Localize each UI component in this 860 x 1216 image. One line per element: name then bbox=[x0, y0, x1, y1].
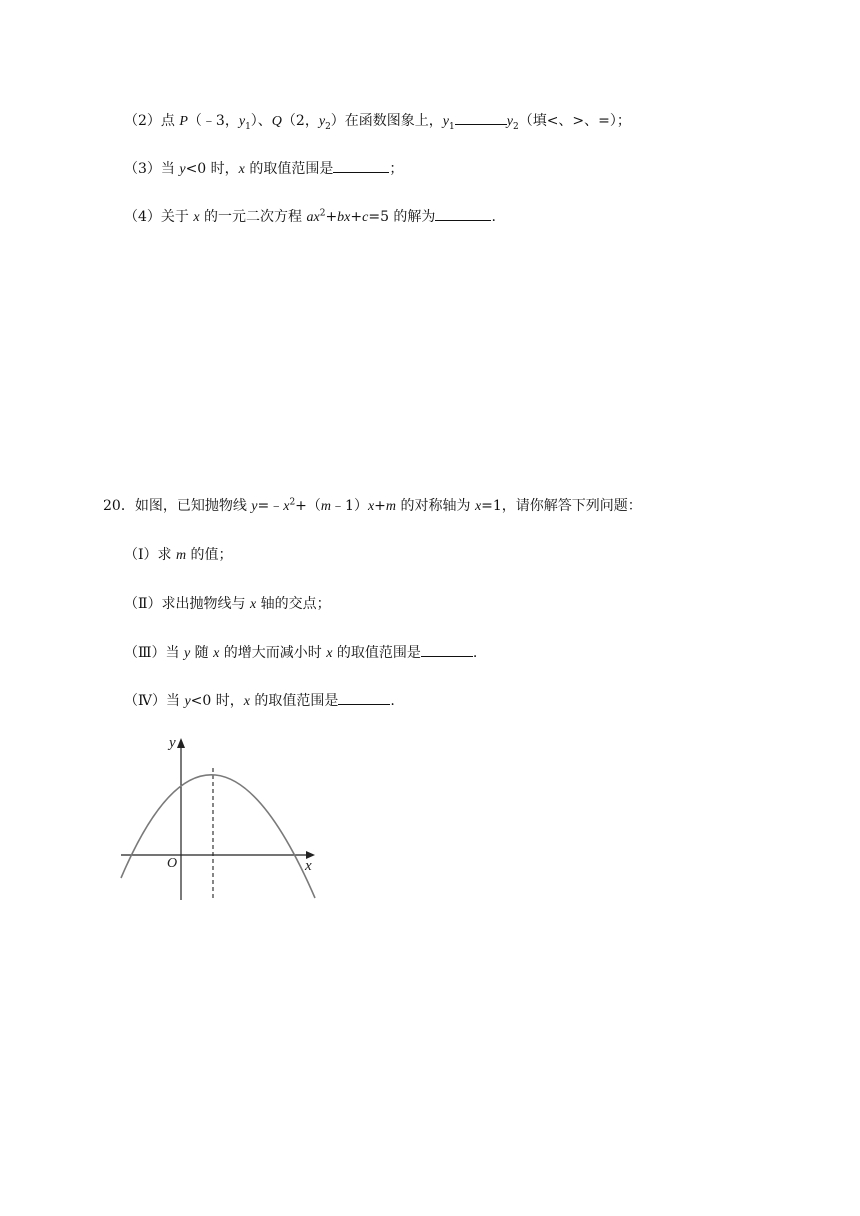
q19-part4: （4）关于 x 的一元二次方程 $ax^2+bx+c=5$ 的解为 . bbox=[124, 206, 496, 228]
q20-part1: （Ⅰ）求 m 的值； bbox=[124, 547, 233, 563]
q19-part2: （2）点 P（﹣3，$y_1$）、Q（2，$y_2$）在函数图象上，$y_1$ $y_2$（填<、>、=）； bbox=[124, 110, 631, 132]
answer-blank[interactable] bbox=[455, 110, 507, 125]
q20-part2: （Ⅱ）求出抛物线与 x 轴的交点； bbox=[124, 596, 331, 612]
answer-blank[interactable] bbox=[435, 206, 491, 221]
y-axis-label: y bbox=[169, 735, 176, 751]
parabola-curve bbox=[121, 775, 315, 898]
q20-stem: 20．如图，已知抛物线 $y=﹣x^2+(m﹣1)x+m$ 的对称轴为 x=1，请你解答下列问题： bbox=[103, 497, 642, 514]
x-axis-label: x bbox=[305, 858, 312, 874]
answer-blank[interactable] bbox=[338, 690, 390, 705]
parabola-graph bbox=[115, 730, 335, 905]
answer-blank[interactable] bbox=[333, 158, 389, 173]
q19-part3: （3）当 y<0 时，x 的取值范围是 ； bbox=[124, 158, 403, 180]
answer-blank[interactable] bbox=[421, 642, 473, 657]
q20-part3: （Ⅲ）当 y 随 x 的增大而减小时 x 的取值范围是 . bbox=[124, 642, 477, 664]
q20-part4: （Ⅳ）当 y<0 时，x 的取值范围是 . bbox=[124, 690, 395, 712]
y-axis-arrow bbox=[177, 738, 185, 748]
origin-label: O bbox=[167, 856, 178, 871]
